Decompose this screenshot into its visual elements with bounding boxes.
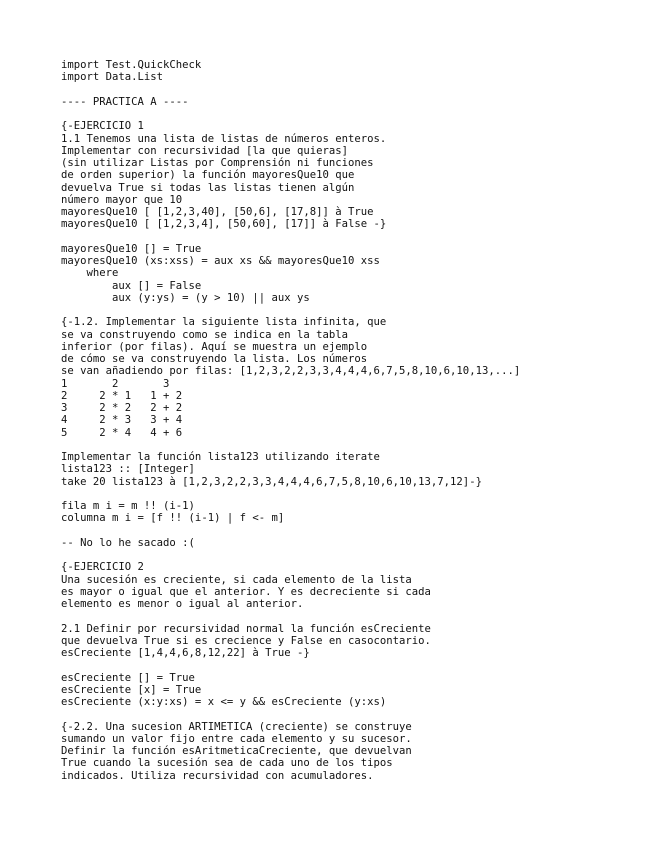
code-line	[61, 304, 651, 316]
code-line: de cómo se va construyendo la lista. Los números	[61, 353, 368, 365]
code-line: {-EJERCICIO 1	[61, 120, 144, 133]
code-line: True cuando la sucesión sea de cada uno de los tipos	[61, 757, 393, 770]
code-line: where	[61, 267, 119, 280]
code-line: 3 2 * 2 2 + 2	[61, 402, 183, 414]
code-line: esCreciente (x:y:xs) = x <= y && esCreciente (y:xs)	[61, 696, 387, 708]
code-line	[61, 708, 651, 720]
code-line: lista123 :: [Integer]	[61, 463, 195, 476]
code-line: sumando un valor fijo entre cada elemento y su sucesor.	[61, 732, 412, 745]
code-line: -- No lo he sacado :(	[61, 536, 195, 549]
code-line: aux [] = False	[61, 279, 202, 292]
code-line: take 20 lista123 à [1,2,3,2,2,3,3,4,4,4,6,7,5,8,10,6,10,13,7,12]-}	[61, 475, 482, 488]
code-line: mayoresQue10 [ [1,2,3,4], [50,60], [17]] à False -}	[61, 218, 387, 231]
code-line	[61, 108, 651, 120]
code-line	[61, 659, 651, 671]
code-line: mayoresQue10 [] = True	[61, 242, 202, 255]
code-line: esCreciente [1,4,4,6,8,12,22] à True -}	[61, 647, 310, 659]
code-line: fila m i = m !! (i-1)	[61, 500, 195, 512]
code-line: esCreciente [] = True	[61, 671, 195, 684]
code-line: import Test.QuickCheck	[61, 59, 202, 71]
code-line: {-1.2. Implementar la siguiente lista infinita, que	[61, 316, 387, 329]
code-line: se va construyendo como se indica en la tabla	[61, 328, 349, 341]
code-line: mayoresQue10 (xs:xss) = aux xs && mayoresQue10 xss	[61, 255, 380, 267]
code-line	[61, 525, 651, 537]
code-line: {-EJERCICIO 2	[61, 561, 144, 574]
code-line: Una sucesión es creciente, si cada elemento de la lista	[61, 573, 412, 586]
code-line: Definir la función esAritmeticaCreciente, que devuelvan	[61, 745, 412, 757]
code-line: (sin utilizar Listas por Comprensión ni funciones	[61, 157, 374, 169]
code-line: se van añadiendo por filas: [1,2,3,2,2,3,3,4,4,4,6,7,5,8,10,6,10,13,...]	[61, 365, 521, 378]
code-line: elemento es menor o igual al anterior.	[61, 598, 304, 610]
code-line: mayoresQue10 [ [1,2,3,40], [50,6], [17,8]] à True	[61, 206, 374, 218]
code-line	[61, 488, 651, 500]
code-line: número mayor que 10	[61, 193, 183, 206]
code-line	[61, 439, 651, 451]
code-line: Implementar la función lista123 utilizando iterate	[61, 451, 380, 463]
code-line: aux (y:ys) = (y > 10) || aux ys	[61, 291, 310, 304]
code-line	[61, 610, 651, 622]
code-line: es mayor o igual que el anterior. Y es decreciente si cada	[61, 585, 431, 598]
code-line: {-2.2. Una sucesion ARTIMETICA (creciente) se construye	[61, 720, 412, 733]
code-line: columna m i = [f !! (i-1) | f <- m]	[61, 512, 285, 525]
code-line: 2.1 Definir por recursividad normal la función esCreciente	[61, 622, 431, 635]
code-line: ---- PRACTICA A ----	[61, 95, 189, 108]
code-line: que devuelva True si es crecience y False en casocontario.	[61, 634, 431, 647]
code-line	[61, 549, 651, 561]
code-line: Implementar con recursividad [la que quieras]	[61, 144, 349, 157]
code-line: esCreciente [x] = True	[61, 683, 202, 696]
code-line: 2 2 * 1 1 + 2	[61, 389, 183, 402]
code-line: 4 2 * 3 3 + 4	[61, 414, 183, 427]
code-line: 1 2 3	[61, 377, 170, 390]
code-line: 1.1 Tenemos una lista de listas de números enteros.	[61, 132, 387, 145]
code-line	[61, 84, 651, 96]
code-line: import Data.List	[61, 71, 164, 84]
code-line: indicados. Utiliza recursividad con acumuladores.	[61, 769, 374, 782]
code-document	[61, 59, 651, 782]
code-line: devuelva True si todas las listas tienen algún	[61, 181, 355, 194]
code-line	[61, 231, 651, 243]
code-line: 5 2 * 4 4 + 6	[61, 426, 183, 439]
code-line: inferior (por filas). Aquí se muestra un ejemplo	[61, 340, 368, 353]
code-line: de orden superior) la función mayoresQue10 que	[61, 169, 355, 182]
